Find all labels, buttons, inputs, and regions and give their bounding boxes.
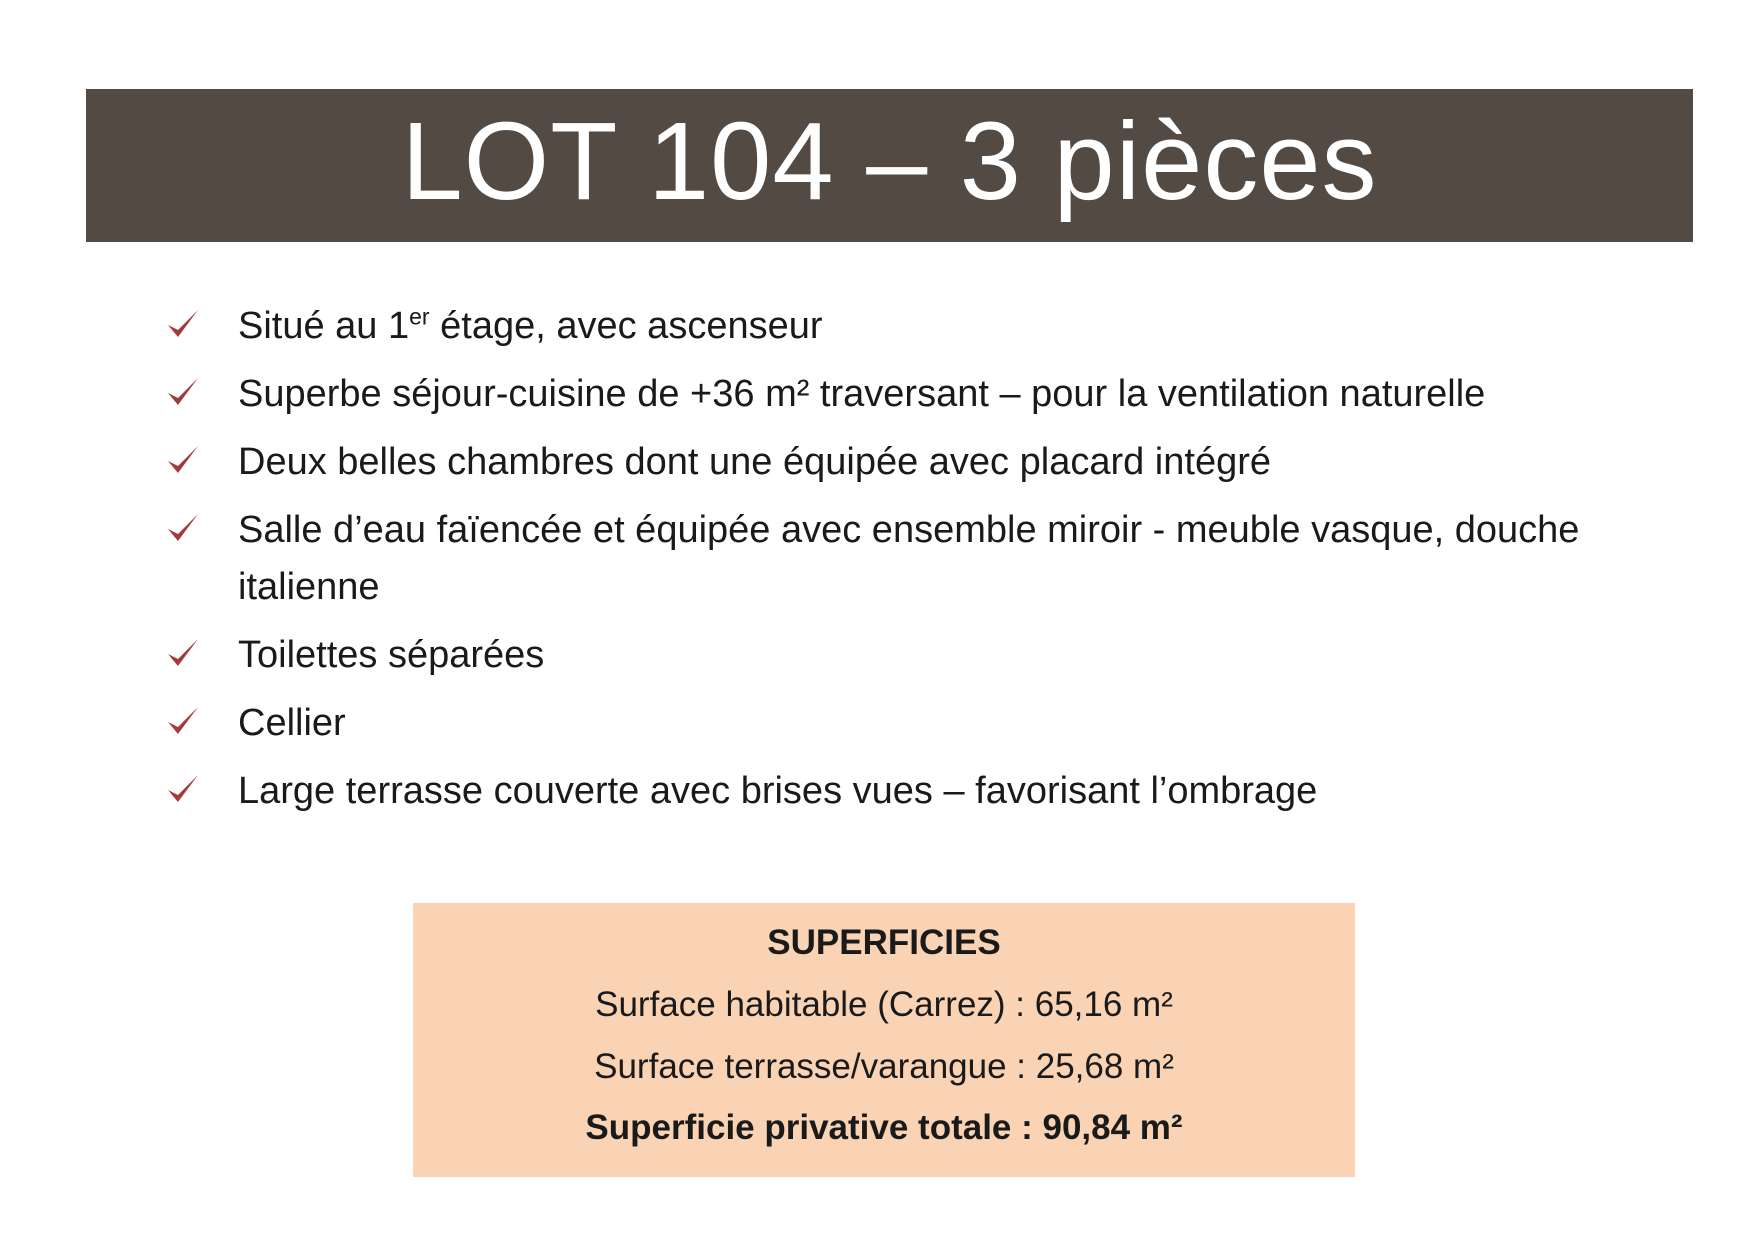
feature-text: Large terrasse couverte avec brises vues – favorisant l’ombrage — [238, 770, 1318, 812]
superficies-box — [413, 903, 1355, 1177]
surface-totale: Superficie privative totale : 90,84 m² — [585, 1108, 1183, 1147]
superficies-heading: SUPERFICIES — [767, 923, 1001, 962]
checkmark-icon — [166, 772, 200, 806]
list-item — [160, 695, 1720, 752]
feature-text: Superbe séjour-cuisine de +36 m² traversant – pour la ventilation naturelle — [238, 373, 1486, 415]
feature-list — [160, 298, 1720, 831]
list-item — [160, 366, 1720, 423]
feature-text: Deux belles chambres dont une équipée avec placard intégré — [238, 441, 1271, 483]
list-item — [160, 763, 1720, 820]
surface-terrasse: Surface terrasse/varangue : 25,68 m² — [594, 1047, 1174, 1086]
feature-text: Cellier — [238, 702, 346, 744]
checkmark-icon — [166, 636, 200, 670]
feature-text-rest: étage, avec ascenseur — [429, 305, 823, 347]
title-banner — [86, 89, 1693, 242]
feature-text: Toilettes séparées — [238, 634, 545, 676]
checkmark-icon — [166, 307, 200, 341]
list-item — [160, 298, 1720, 355]
page-title: LOT 104 – 3 pièces — [401, 99, 1378, 223]
feature-superscript: er — [409, 303, 430, 330]
feature-text: Situé au 1 — [238, 305, 410, 347]
list-item — [160, 502, 1720, 616]
checkmark-icon — [166, 511, 200, 545]
checkmark-icon — [166, 704, 200, 738]
surface-habitable: Surface habitable (Carrez) : 65,16 m² — [595, 985, 1173, 1024]
feature-text: Salle d’eau faïencée et équipée avec ensemble miroir - meuble vasque, douche italienne — [238, 509, 1580, 608]
checkmark-icon — [166, 443, 200, 477]
list-item — [160, 627, 1720, 684]
list-item — [160, 434, 1720, 491]
checkmark-icon — [166, 375, 200, 409]
